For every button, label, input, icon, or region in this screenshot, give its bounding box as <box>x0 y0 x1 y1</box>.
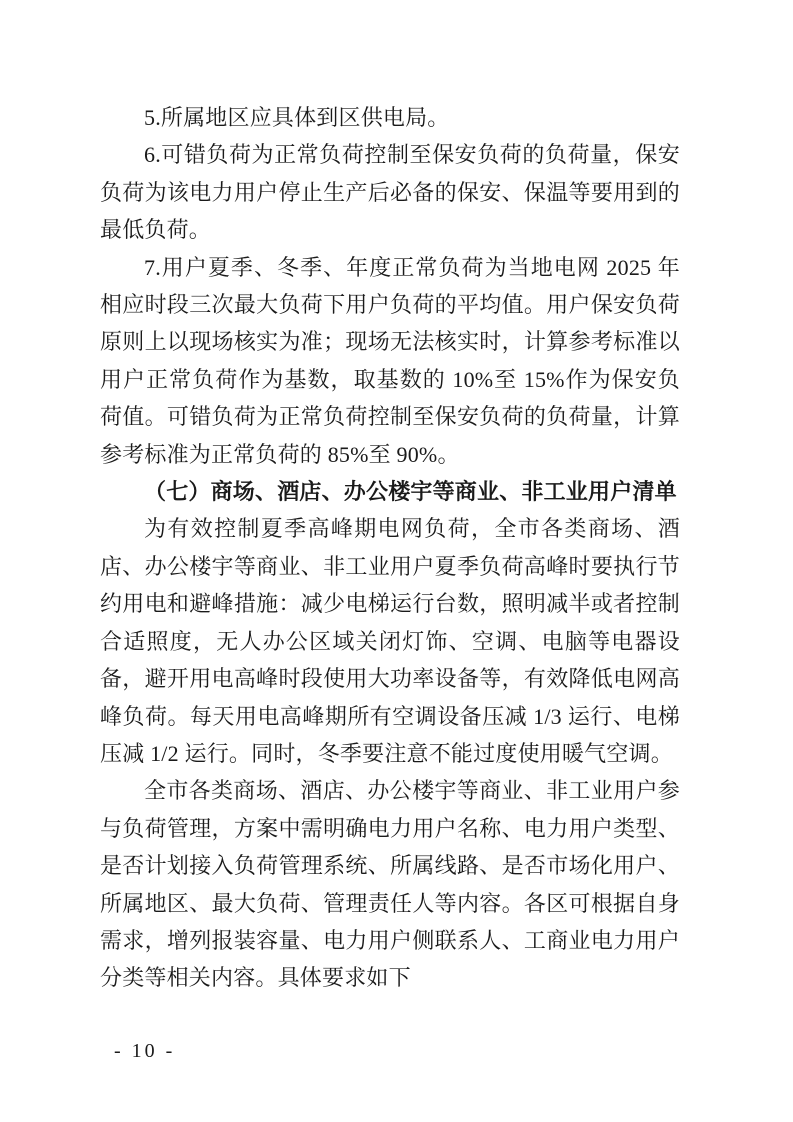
section-heading: （七）商场、酒店、办公楼宇等商业、非工业用户清单 <box>144 479 677 505</box>
paragraph-measures: 为有效控制夏季高峰期电网负荷，全市各类商场、酒店、办公楼宇等商业、非工业用户夏季负荷高峰时要执行节约用电和避峰措施：减少电梯运行台数，照明减半或者控制合适照度，无人办公区域关闭灯饰、空调、电脑等电器设备，避开用电高峰时段使用大功率设备等，有效降低电网高峰负荷。每天用电高峰期所有空调设备压减 1/3 运行、电梯压减 1/2 运行。同时，冬季要注意不能过度使用暖气空调。 <box>100 516 680 766</box>
paragraph-item-5: 5.所属地区应具体到区供电局。 <box>144 105 450 130</box>
page-number: - 10 - <box>114 1040 176 1062</box>
paragraph-item-7: 7.用户夏季、冬季、年度正常负荷为当地电网 2025 年相应时段三次最大负荷下用户负荷的平均值。用户保安负荷原则上以现场核实为准；现场无法核实时，计算参考标准以用户正常负荷作为基数，取基数的 10%至 15%作为保安负荷值。可错负荷为正常负荷控制至保安负荷的负荷量，计算参考标准为正常负荷的 85%至 90%。 <box>100 254 680 467</box>
paragraph-item-6: 6.可错负荷为正常负荷控制至保安负荷的负荷量，保安负荷为该电力用户停止生产后必备的保安、保温等要用到的最低负荷。 <box>100 142 680 243</box>
document-body <box>100 99 680 997</box>
paragraph-requirements: 全市各类商场、酒店、办公楼宇等商业、非工业用户参与负荷管理，方案中需明确电力用户名称、电力用户类型、是否计划接入负荷管理系统、所属线路、是否市场化用户、所属地区、最大负荷、管理责任人等内容。各区可根据自身需求，增列报装容量、电力用户侧联系人、工商业电力用户分类等相关内容。具体要求如下 <box>100 778 680 991</box>
